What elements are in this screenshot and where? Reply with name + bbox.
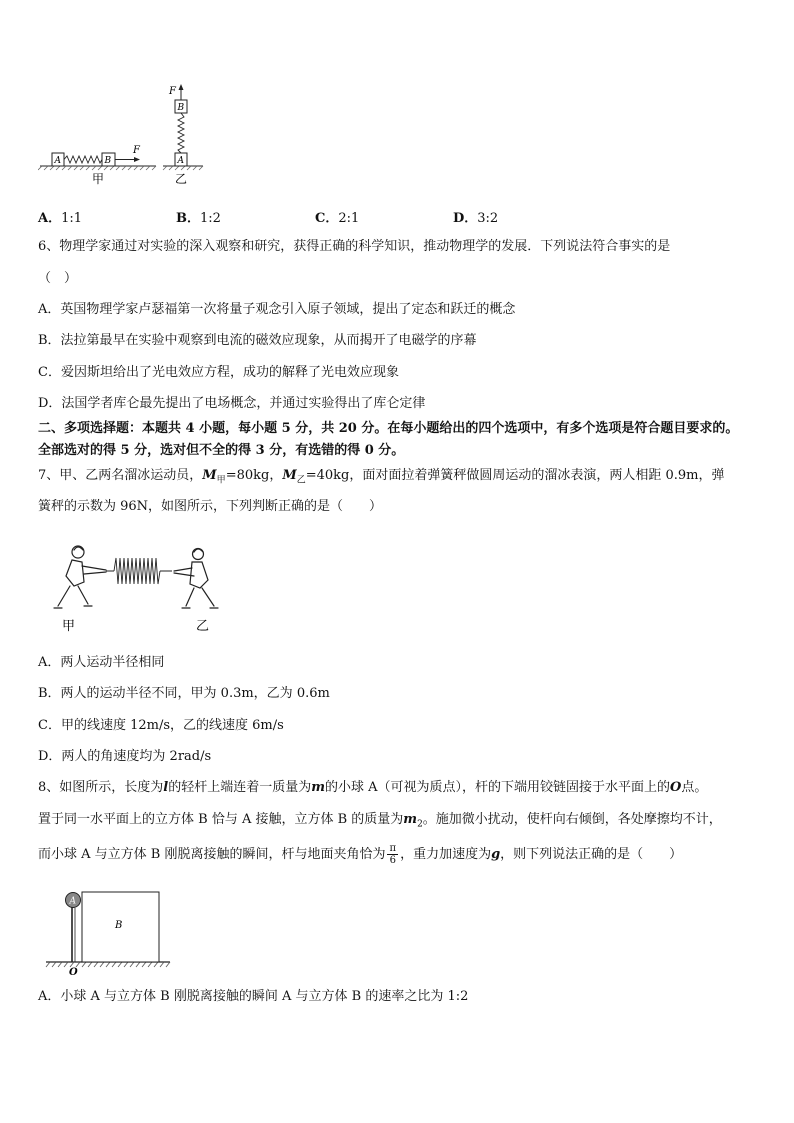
q8-var-m2-sub: 2 bbox=[417, 819, 423, 830]
q8-stem-line3 bbox=[38, 843, 682, 867]
q8-stem-line1 bbox=[38, 779, 707, 797]
q7-stem-line2: 簧秤的示数为 96N，如图所示，下列判断正确的是（ ） bbox=[38, 499, 383, 514]
q8-l1a: 8、如图所示，长度为 bbox=[38, 780, 164, 795]
q7-option-b: B．两人的运动半径不同，甲为 0.3m，乙为 0.6m bbox=[38, 686, 330, 701]
q5-label-jia: 甲 bbox=[92, 172, 105, 186]
q5-spring-jia bbox=[64, 156, 102, 163]
q5-label-b-yi: B bbox=[177, 103, 185, 113]
q5-option-d-text: 3:2 bbox=[477, 211, 499, 226]
q7-val-jia: =80kg， bbox=[225, 468, 283, 483]
q8-l3b: ，重力加速度为 bbox=[400, 847, 492, 862]
q8-l2b: 。施加微小扰动，使杆向右倾倒，各处摩擦均不计， bbox=[422, 812, 722, 827]
q8-label-o: O bbox=[69, 967, 78, 976]
q8-var-g: g bbox=[491, 847, 501, 862]
q6-option-d: D．法国学者库仑最先提出了电场概念，并通过实验得出了库仑定律 bbox=[38, 396, 426, 411]
q8-l2a: 置于同一水平面上的立方体 B 恰与 A 接触，立方体 B 的质量为 bbox=[38, 812, 404, 827]
q7-label-yi: 乙 bbox=[196, 619, 210, 634]
q5-label-a-yi: A bbox=[177, 156, 184, 166]
q5-option-d-key: D． bbox=[453, 211, 478, 226]
q7-stem-a: 7、甲、乙两名溜冰运动员， bbox=[38, 468, 203, 483]
section2-line1: 二、多项选择题：本题共 4 小题，每小题 5 分，共 20 分。在每小题给出的四个选项中，有多个选项是符合题目要求的。 bbox=[38, 421, 739, 436]
q7-sub-yi: 乙 bbox=[296, 475, 306, 486]
q8-fraction bbox=[387, 843, 398, 866]
q8-l1d: 点。 bbox=[681, 780, 708, 795]
q5-option-b-key: B． bbox=[176, 211, 200, 226]
q8-var-m: m bbox=[311, 780, 326, 795]
q7-figure bbox=[44, 540, 234, 635]
q6-option-a: A．英国物理学家卢瑟福第一次将量子观念引入原子领域，提出了定态和跃迁的概念 bbox=[38, 302, 516, 317]
q8-var-l: l bbox=[163, 780, 169, 795]
q8-l3c: ，则下列说法正确的是（ ） bbox=[500, 847, 683, 862]
q5-label-a-jia: A bbox=[54, 156, 61, 166]
q5-option-d bbox=[453, 207, 498, 226]
q8-l1c: 的小球 A（可视为质点），杆的下端用铰链固接于水平面上的 bbox=[325, 780, 671, 795]
q7-m-jia: M bbox=[202, 468, 217, 483]
q7-option-a: A．两人运动半径相同 bbox=[38, 655, 165, 670]
q6-paren: （ ） bbox=[38, 271, 78, 286]
q6-option-c: C．爱因斯坦给出了光电效应方程，成功的解释了光电效应现象 bbox=[38, 365, 399, 380]
q7-stem-line1 bbox=[38, 467, 725, 490]
q7-val-yi: =40kg，面对面拉着弹簧秤做圆周运动的溜冰表演，两人相距 0.9m，弹 bbox=[305, 468, 725, 483]
q5-figure bbox=[38, 82, 208, 192]
q8-figure bbox=[44, 884, 174, 976]
q6-option-b: B．法拉第最早在实验中观察到电流的磁效应现象，从而揭开了电磁学的序幕 bbox=[38, 333, 477, 348]
q5-option-b bbox=[176, 207, 221, 226]
q5-label-yi: 乙 bbox=[175, 172, 188, 186]
q5-label-f-yi: F bbox=[169, 86, 176, 97]
q8-l1b: 的轻杆上端连着一质量为 bbox=[168, 780, 312, 795]
q8-fraction-den: 6 bbox=[389, 855, 396, 866]
q7-label-jia: 甲 bbox=[62, 619, 76, 634]
q5-spring-yi bbox=[178, 113, 184, 153]
q7-m-yi: M bbox=[282, 468, 297, 483]
q5-option-c bbox=[315, 207, 359, 226]
q7-skater-jia bbox=[54, 546, 106, 608]
section2-line2: 全部选对的得 5 分，选对但不全的得 3 分，有选错的得 0 分。 bbox=[38, 443, 405, 458]
q8-label-a: A bbox=[69, 896, 76, 907]
q5-option-b-text: 1:2 bbox=[200, 211, 221, 226]
q8-var-o: O bbox=[670, 780, 682, 795]
q5-option-a bbox=[38, 207, 82, 226]
q8-stem-line2 bbox=[38, 811, 722, 834]
q5-option-c-key: C． bbox=[315, 211, 339, 226]
q7-option-d: D．两人的角速度均为 2rad/s bbox=[38, 749, 212, 764]
q8-label-b: B bbox=[115, 920, 123, 931]
q8-var-m2: m bbox=[403, 812, 418, 827]
q8-option-a: A．小球 A 与立方体 B 刚脱离接触的瞬间 A 与立方体 B 的速率之比为 1:2 bbox=[38, 989, 469, 1004]
q7-option-c: C．甲的线速度 12m/s，乙的线速度 6m/s bbox=[38, 718, 284, 733]
q6-stem: 6、物理学家通过对实验的深入观察和研究，获得正确的科学知识，推动物理学的发展．下列说法符合事实的是 bbox=[38, 239, 671, 254]
q5-option-c-text: 2:1 bbox=[338, 211, 360, 226]
q7-spring bbox=[114, 558, 160, 584]
q7-sub-jia: 甲 bbox=[216, 475, 226, 486]
q5-option-a-text: 1:1 bbox=[61, 211, 83, 226]
q8-l3a: 而小球 A 与立方体 B 刚脱离接触的瞬间，杆与地面夹角恰为 bbox=[38, 847, 386, 862]
q5-label-b-jia: B bbox=[104, 156, 112, 166]
q5-option-a-key: A． bbox=[38, 211, 62, 226]
q5-label-f-jia: F bbox=[133, 145, 140, 156]
q8-fraction-num: π bbox=[389, 843, 397, 854]
q7-skater-yi bbox=[174, 549, 218, 609]
